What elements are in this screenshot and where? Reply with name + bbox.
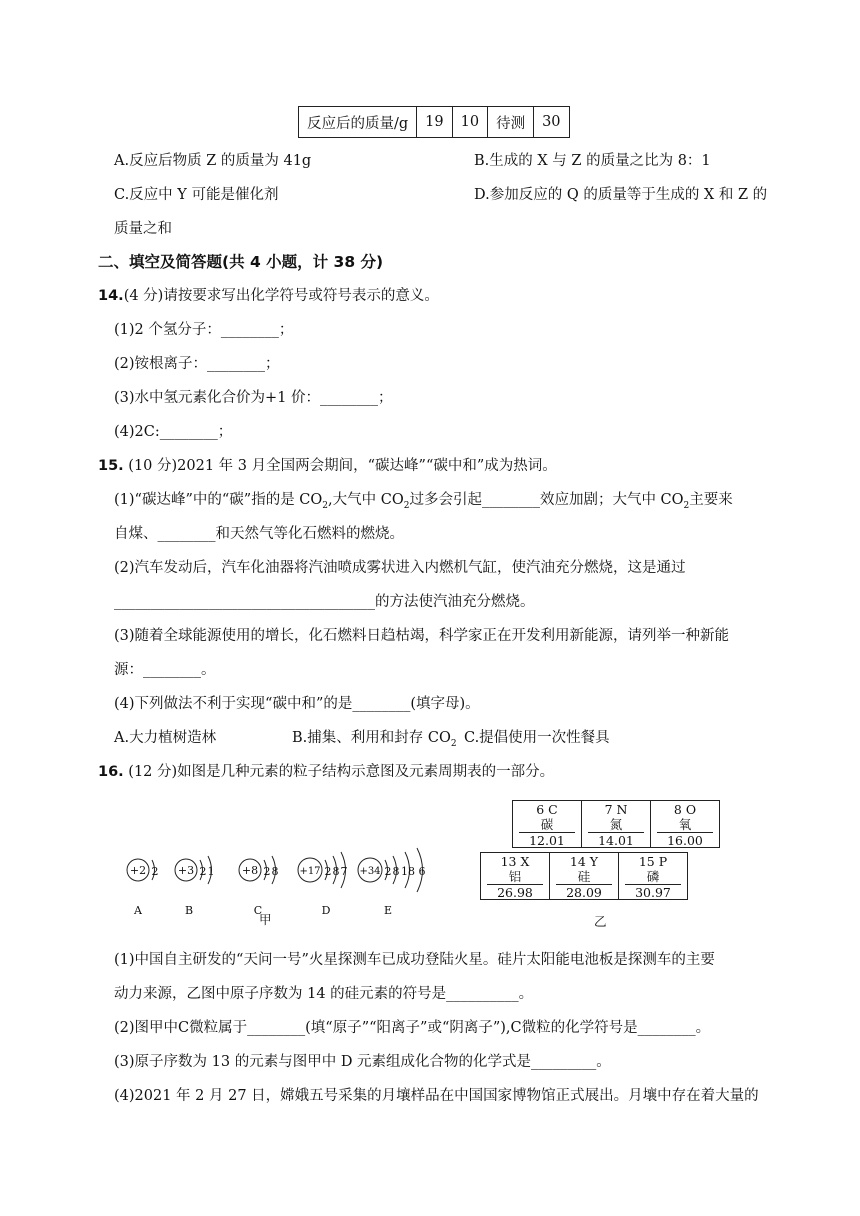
q13-mass-table <box>298 106 570 138</box>
q14-part-4: (4)2C:________； <box>114 424 233 440</box>
table-cell: 30 <box>534 107 569 138</box>
element-cell-phosphorus <box>618 852 688 900</box>
q16-part-1-line-2: 动力来源，乙图中原子序数为 14 的硅元素的符号是__________。 <box>114 986 534 1002</box>
particle-e <box>358 848 426 917</box>
shell-electrons: 1 <box>207 865 215 878</box>
shell-electrons: 2 <box>384 865 392 878</box>
subscript: 2 <box>450 738 457 749</box>
nucleus-charge: +2 <box>129 864 147 877</box>
particle-label: E <box>383 904 393 917</box>
q15-part-1 <box>114 488 733 511</box>
table-cell: 10 <box>452 107 487 138</box>
element-number-symbol: 8 O <box>673 802 697 817</box>
text-fragment: (1)“碳达峰”中的“碳”指的是 CO <box>114 492 323 508</box>
q14-part-1: (1)2 个氢分子：________； <box>114 322 294 338</box>
particle-b <box>175 856 215 917</box>
nucleus-charge: +34 <box>359 866 381 877</box>
shell-electrons: 6 <box>418 865 426 878</box>
section-heading: 二、填空及简答题(共 4 小题，计 38 分) <box>98 253 384 271</box>
question-number: 15. <box>98 458 124 474</box>
q15-part-2-line-2: ____________________________________的方法使汽油充分燃烧。 <box>114 594 535 610</box>
q15-part-3-line-1: (3)随着全球能源使用的增长，化石燃料日趋枯竭，科学家正在开发利用新能源，请列举一种新能 <box>114 628 730 644</box>
q14-part-3: (3)水中氢元素化合价为+1 价：________； <box>114 390 393 406</box>
subscript: 2 <box>683 500 690 511</box>
element-name: 氧 <box>678 817 692 832</box>
element-mass: 30.97 <box>625 884 681 900</box>
shell-electrons: 2 <box>263 865 271 878</box>
q16-part-1-line-1: (1)中国自主研发的“天问一号”火星探测车已成功登陆火星。硅片太阳能电池板是探测车的主要 <box>114 952 715 968</box>
question-14 <box>98 284 439 305</box>
text-fragment: B.捕集、利用和封存 CO <box>292 730 451 746</box>
q16-part-2: (2)图甲中C微粒属于________(填“原子”“阳离子”或“阴离子”),C微粒的化学符号是________。 <box>114 1020 711 1036</box>
q13-option-c: C.反应中 Y 可能是催化剂 <box>114 187 279 203</box>
q16-part-3: (3)原子序数为 13 的元素与图甲中 D 元素组成化合物的化学式是_________。 <box>114 1054 611 1070</box>
text-fragment: 主要来 <box>689 492 733 508</box>
q15-part-2-line-1: (2)汽车发动后，汽车化油器将汽油喷成雾状进入内燃机气缸，使汽油充分燃烧，这是通过 <box>114 560 686 576</box>
q13-option-a: A.反应后物质 Z 的质量为 41g <box>114 153 312 169</box>
element-name: 铝 <box>508 869 522 884</box>
table-row <box>299 107 570 138</box>
question-16 <box>98 760 554 781</box>
shell-electrons: 8 <box>392 865 400 878</box>
shell-electrons: 2 <box>324 865 332 878</box>
shell-electrons: 8 <box>332 865 340 878</box>
element-name: 氮 <box>609 817 623 832</box>
particle-label: D <box>321 904 331 917</box>
nucleus-charge: +8 <box>241 864 259 877</box>
element-cell-silicon <box>549 852 619 900</box>
element-cell-aluminum <box>480 852 550 900</box>
question-15 <box>98 454 557 475</box>
element-cell-carbon <box>512 800 582 848</box>
q15-option-b <box>292 726 457 749</box>
question-stem: (12 分)如图是几种元素的粒子结构示意图及元素周期表的一部分。 <box>128 764 555 780</box>
element-mass: 26.98 <box>487 884 543 900</box>
nucleus-charge: +17 <box>299 866 321 877</box>
element-number-symbol: 6 C <box>536 802 558 817</box>
q15-option-a: A.大力植树造林 <box>114 730 217 746</box>
subscript: 2 <box>322 500 329 511</box>
q13-option-d-continued: 质量之和 <box>114 221 172 237</box>
element-mass: 28.09 <box>556 884 612 900</box>
shell-electrons: 18 <box>401 865 415 878</box>
element-cell-nitrogen <box>581 800 651 848</box>
q15-part-4: (4)下列做法不利于实现“碳中和”的是________(填字母)。 <box>114 696 480 712</box>
shell-electrons: 2 <box>199 865 207 878</box>
particle-label: B <box>184 904 194 917</box>
table-cell: 19 <box>417 107 452 138</box>
question-stem: (10 分)2021 年 3 月全国两会期间，“碳达峰”“碳中和”成为热词。 <box>128 458 557 474</box>
question-stem: (4 分)请按要求写出化学符号或符号表示的意义。 <box>123 288 439 304</box>
text-fragment: ,大气中 CO <box>328 492 404 508</box>
text-fragment: 过多会引起________效应加剧；大气中 CO <box>409 492 684 508</box>
shell-electrons: 8 <box>271 865 279 878</box>
shell-electrons: 7 <box>340 865 348 878</box>
q16-part-4: (4)2021 年 2 月 27 日，嫦娥五号采集的月壤样品在中国国家博物馆正式展出。月壤中存在着大量的 <box>114 1088 759 1104</box>
particle-label: C <box>253 904 263 917</box>
shell-electrons: 2 <box>151 865 159 878</box>
particle-c <box>239 856 279 917</box>
element-cell-oxygen <box>650 800 720 848</box>
nucleus-charge: +3 <box>177 864 195 877</box>
element-name: 磷 <box>646 869 660 884</box>
figure-caption-yi: 乙 <box>594 914 607 929</box>
particle-d <box>298 852 348 917</box>
element-name: 硅 <box>577 869 591 884</box>
element-mass: 12.01 <box>519 832 575 848</box>
q15-part-1-line-2: 自煤、________和天然气等化石燃料的燃烧。 <box>114 526 404 542</box>
table-row-label: 反应后的质量/g <box>299 107 417 138</box>
element-number-symbol: 7 N <box>604 802 628 817</box>
q15-option-c: C.提倡使用一次性餐具 <box>464 730 610 746</box>
figure-caption-jia: 甲 <box>259 912 272 927</box>
table-cell: 待测 <box>488 107 534 138</box>
particle-structure-diagram <box>112 840 452 930</box>
subscript: 2 <box>403 500 410 511</box>
q14-part-2: (2)铵根离子：________； <box>114 356 280 372</box>
element-number-symbol: 14 Y <box>569 854 599 869</box>
element-mass: 14.01 <box>588 832 644 848</box>
element-mass: 16.00 <box>657 832 713 848</box>
q15-part-3-line-2: 源：________。 <box>114 662 216 678</box>
element-name: 碳 <box>540 817 554 832</box>
q13-option-b: B.生成的 X 与 Z 的质量之比为 8：1 <box>474 153 711 169</box>
particle-label: A <box>134 904 142 917</box>
question-number: 14. <box>98 288 124 304</box>
particle-a <box>127 859 159 917</box>
q13-option-d: D.参加反应的 Q 的质量等于生成的 X 和 Z 的 <box>474 187 768 203</box>
question-number: 16. <box>98 764 124 780</box>
element-number-symbol: 13 X <box>500 854 530 869</box>
element-number-symbol: 15 P <box>638 854 668 869</box>
